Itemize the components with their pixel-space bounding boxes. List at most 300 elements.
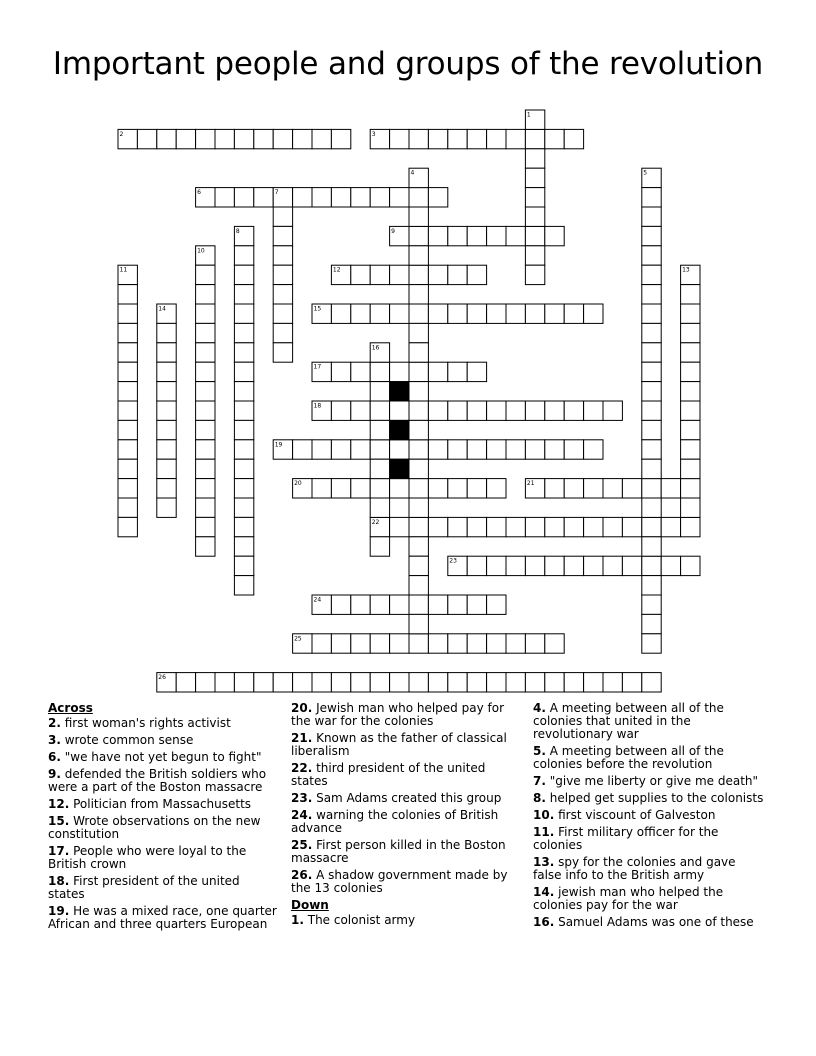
- grid-cell[interactable]: [176, 673, 195, 692]
- grid-cell[interactable]: [448, 129, 467, 148]
- grid-cell[interactable]: [564, 129, 583, 148]
- grid-cell[interactable]: [584, 517, 603, 536]
- grid-cell[interactable]: [196, 420, 215, 439]
- grid-cell[interactable]: [642, 517, 661, 536]
- grid-cell[interactable]: [506, 401, 525, 420]
- grid-cell[interactable]: [642, 246, 661, 265]
- grid-cell[interactable]: [370, 420, 389, 439]
- grid-cell[interactable]: [584, 673, 603, 692]
- grid-cell[interactable]: [234, 576, 253, 595]
- grid-cell[interactable]: [467, 440, 486, 459]
- grid-cell[interactable]: [409, 382, 428, 401]
- grid-cell[interactable]: [196, 343, 215, 362]
- grid-cell[interactable]: [681, 479, 700, 498]
- grid-cell[interactable]: [196, 129, 215, 148]
- grid-cell[interactable]: [370, 440, 389, 459]
- grid-cell[interactable]: [525, 207, 544, 226]
- grid-cell[interactable]: [331, 440, 350, 459]
- grid-cell[interactable]: [681, 459, 700, 478]
- grid-cell[interactable]: [196, 285, 215, 304]
- grid-cell[interactable]: [525, 168, 544, 187]
- grid-cell[interactable]: [118, 420, 137, 439]
- grid-cell[interactable]: [428, 401, 447, 420]
- grid-cell[interactable]: [642, 440, 661, 459]
- grid-cell[interactable]: [351, 265, 370, 284]
- grid-cell[interactable]: [681, 401, 700, 420]
- grid-cell[interactable]: [234, 440, 253, 459]
- grid-cell[interactable]: [390, 401, 409, 420]
- grid-cell[interactable]: [409, 498, 428, 517]
- grid-cell[interactable]: [487, 440, 506, 459]
- grid-cell[interactable]: [409, 673, 428, 692]
- grid-cell[interactable]: [234, 265, 253, 284]
- grid-cell[interactable]: [234, 401, 253, 420]
- grid-cell[interactable]: [448, 265, 467, 284]
- grid-cell[interactable]: [642, 420, 661, 439]
- grid-cell[interactable]: [157, 362, 176, 381]
- grid-cell[interactable]: [681, 362, 700, 381]
- grid-cell[interactable]: [196, 382, 215, 401]
- grid-cell[interactable]: [390, 129, 409, 148]
- grid-cell[interactable]: [118, 323, 137, 342]
- grid-cell[interactable]: [370, 265, 389, 284]
- grid-cell[interactable]: [351, 634, 370, 653]
- grid-cell[interactable]: [564, 556, 583, 575]
- grid-cell[interactable]: [370, 479, 389, 498]
- grid-cell[interactable]: [351, 440, 370, 459]
- grid-cell[interactable]: [448, 595, 467, 614]
- grid-cell[interactable]: [234, 246, 253, 265]
- grid-cell[interactable]: [448, 304, 467, 323]
- grid-cell[interactable]: [196, 265, 215, 284]
- grid-cell[interactable]: [215, 673, 234, 692]
- grid-cell[interactable]: [196, 401, 215, 420]
- grid-cell[interactable]: [487, 226, 506, 245]
- grid-cell[interactable]: [622, 673, 641, 692]
- grid-cell[interactable]: [564, 517, 583, 536]
- grid-cell[interactable]: [157, 382, 176, 401]
- grid-cell[interactable]: [157, 479, 176, 498]
- grid-cell[interactable]: [525, 517, 544, 536]
- grid-cell[interactable]: [273, 246, 292, 265]
- grid-cell[interactable]: [506, 226, 525, 245]
- grid-cell[interactable]: [603, 673, 622, 692]
- grid-cell[interactable]: [448, 362, 467, 381]
- grid-cell[interactable]: [234, 129, 253, 148]
- grid-cell[interactable]: [681, 420, 700, 439]
- grid-cell[interactable]: [584, 304, 603, 323]
- grid-cell[interactable]: [681, 304, 700, 323]
- grid-cell[interactable]: [409, 614, 428, 633]
- grid-cell[interactable]: [409, 362, 428, 381]
- grid-cell[interactable]: [390, 188, 409, 207]
- grid-cell[interactable]: [584, 401, 603, 420]
- grid-cell[interactable]: [118, 285, 137, 304]
- grid-cell[interactable]: [370, 595, 389, 614]
- grid-cell[interactable]: [234, 479, 253, 498]
- grid-cell[interactable]: [409, 634, 428, 653]
- grid-cell[interactable]: [157, 129, 176, 148]
- grid-cell[interactable]: [370, 673, 389, 692]
- grid-cell[interactable]: [118, 343, 137, 362]
- grid-cell[interactable]: [196, 498, 215, 517]
- grid-cell[interactable]: [234, 382, 253, 401]
- grid-cell[interactable]: [390, 440, 409, 459]
- grid-cell[interactable]: [196, 362, 215, 381]
- grid-cell[interactable]: [390, 673, 409, 692]
- grid-cell[interactable]: [196, 479, 215, 498]
- grid-cell[interactable]: [428, 304, 447, 323]
- grid-cell[interactable]: [157, 323, 176, 342]
- grid-cell[interactable]: [409, 343, 428, 362]
- grid-cell[interactable]: [428, 362, 447, 381]
- grid-cell[interactable]: [487, 517, 506, 536]
- grid-cell[interactable]: [448, 226, 467, 245]
- grid-cell[interactable]: [622, 479, 641, 498]
- grid-cell[interactable]: [312, 673, 331, 692]
- grid-cell[interactable]: [234, 517, 253, 536]
- grid-cell[interactable]: [118, 382, 137, 401]
- grid-cell[interactable]: [273, 285, 292, 304]
- grid-cell[interactable]: [390, 362, 409, 381]
- grid-cell[interactable]: [506, 673, 525, 692]
- grid-cell[interactable]: [273, 226, 292, 245]
- grid-cell[interactable]: [157, 440, 176, 459]
- grid-cell[interactable]: [409, 440, 428, 459]
- grid-cell[interactable]: [642, 459, 661, 478]
- grid-cell[interactable]: [467, 556, 486, 575]
- grid-cell[interactable]: [157, 343, 176, 362]
- grid-cell[interactable]: [545, 556, 564, 575]
- grid-cell[interactable]: [370, 304, 389, 323]
- grid-cell[interactable]: [642, 207, 661, 226]
- grid-cell[interactable]: [545, 129, 564, 148]
- grid-cell[interactable]: [506, 517, 525, 536]
- grid-cell[interactable]: [254, 673, 273, 692]
- grid-cell[interactable]: [545, 479, 564, 498]
- grid-cell[interactable]: [118, 440, 137, 459]
- grid-cell[interactable]: [564, 401, 583, 420]
- grid-cell[interactable]: [428, 595, 447, 614]
- grid-cell[interactable]: [409, 479, 428, 498]
- grid-cell[interactable]: [370, 362, 389, 381]
- grid-cell[interactable]: [409, 304, 428, 323]
- grid-cell[interactable]: [351, 673, 370, 692]
- grid-cell[interactable]: [215, 129, 234, 148]
- grid-cell[interactable]: [234, 556, 253, 575]
- grid-cell[interactable]: [409, 401, 428, 420]
- grid-cell[interactable]: [487, 129, 506, 148]
- grid-cell[interactable]: [273, 323, 292, 342]
- grid-cell[interactable]: [254, 129, 273, 148]
- grid-cell[interactable]: [487, 673, 506, 692]
- grid-cell[interactable]: [525, 304, 544, 323]
- grid-cell[interactable]: [157, 401, 176, 420]
- grid-cell[interactable]: [525, 673, 544, 692]
- grid-cell[interactable]: [564, 440, 583, 459]
- grid-cell[interactable]: [642, 556, 661, 575]
- grid-cell[interactable]: [118, 304, 137, 323]
- grid-cell[interactable]: [467, 226, 486, 245]
- grid-cell[interactable]: [157, 498, 176, 517]
- grid-cell[interactable]: [234, 323, 253, 342]
- grid-cell[interactable]: [331, 129, 350, 148]
- grid-cell[interactable]: [642, 362, 661, 381]
- grid-cell[interactable]: [118, 459, 137, 478]
- grid-cell[interactable]: [196, 673, 215, 692]
- grid-cell[interactable]: [118, 498, 137, 517]
- grid-cell[interactable]: [428, 517, 447, 536]
- grid-cell[interactable]: [681, 285, 700, 304]
- grid-cell[interactable]: [409, 537, 428, 556]
- grid-cell[interactable]: [642, 188, 661, 207]
- grid-cell[interactable]: [409, 517, 428, 536]
- grid-cell[interactable]: [331, 634, 350, 653]
- grid-cell[interactable]: [409, 285, 428, 304]
- grid-cell[interactable]: [312, 634, 331, 653]
- grid-cell[interactable]: [448, 401, 467, 420]
- grid-cell[interactable]: [409, 323, 428, 342]
- grid-cell[interactable]: [428, 479, 447, 498]
- grid-cell[interactable]: [545, 226, 564, 245]
- grid-cell[interactable]: [196, 323, 215, 342]
- grid-cell[interactable]: [196, 517, 215, 536]
- grid-cell[interactable]: [642, 226, 661, 245]
- grid-cell[interactable]: [448, 634, 467, 653]
- grid-cell[interactable]: [448, 673, 467, 692]
- grid-cell[interactable]: [234, 537, 253, 556]
- grid-cell[interactable]: [525, 226, 544, 245]
- grid-cell[interactable]: [409, 246, 428, 265]
- grid-cell[interactable]: [351, 401, 370, 420]
- grid-cell[interactable]: [409, 459, 428, 478]
- grid-cell[interactable]: [293, 440, 312, 459]
- grid-cell[interactable]: [642, 401, 661, 420]
- grid-cell[interactable]: [545, 517, 564, 536]
- grid-cell[interactable]: [506, 440, 525, 459]
- grid-cell[interactable]: [234, 285, 253, 304]
- grid-cell[interactable]: [467, 517, 486, 536]
- grid-cell[interactable]: [331, 304, 350, 323]
- grid-cell[interactable]: [351, 479, 370, 498]
- grid-cell[interactable]: [428, 673, 447, 692]
- grid-cell[interactable]: [642, 614, 661, 633]
- grid-cell[interactable]: [642, 673, 661, 692]
- grid-cell[interactable]: [428, 634, 447, 653]
- grid-cell[interactable]: [273, 265, 292, 284]
- grid-cell[interactable]: [525, 265, 544, 284]
- grid-cell[interactable]: [642, 265, 661, 284]
- grid-cell[interactable]: [487, 304, 506, 323]
- grid-cell[interactable]: [525, 188, 544, 207]
- grid-cell[interactable]: [467, 362, 486, 381]
- grid-cell[interactable]: [525, 149, 544, 168]
- grid-cell[interactable]: [467, 634, 486, 653]
- grid-cell[interactable]: [642, 343, 661, 362]
- grid-cell[interactable]: [390, 265, 409, 284]
- grid-cell[interactable]: [370, 382, 389, 401]
- grid-cell[interactable]: [506, 129, 525, 148]
- grid-cell[interactable]: [390, 634, 409, 653]
- grid-cell[interactable]: [603, 401, 622, 420]
- grid-cell[interactable]: [331, 479, 350, 498]
- grid-cell[interactable]: [312, 129, 331, 148]
- grid-cell[interactable]: [622, 556, 641, 575]
- grid-cell[interactable]: [409, 129, 428, 148]
- grid-cell[interactable]: [390, 517, 409, 536]
- grid-cell[interactable]: [681, 517, 700, 536]
- grid-cell[interactable]: [428, 188, 447, 207]
- grid-cell[interactable]: [467, 595, 486, 614]
- grid-cell[interactable]: [273, 673, 292, 692]
- grid-cell[interactable]: [525, 556, 544, 575]
- grid-cell[interactable]: [448, 479, 467, 498]
- grid-cell[interactable]: [196, 440, 215, 459]
- grid-cell[interactable]: [603, 479, 622, 498]
- grid-cell[interactable]: [467, 401, 486, 420]
- grid-cell[interactable]: [545, 634, 564, 653]
- grid-cell[interactable]: [293, 129, 312, 148]
- grid-cell[interactable]: [681, 343, 700, 362]
- grid-cell[interactable]: [331, 401, 350, 420]
- grid-cell[interactable]: [525, 246, 544, 265]
- grid-cell[interactable]: [681, 323, 700, 342]
- grid-cell[interactable]: [234, 343, 253, 362]
- grid-cell[interactable]: [196, 459, 215, 478]
- grid-cell[interactable]: [467, 304, 486, 323]
- grid-cell[interactable]: [584, 556, 603, 575]
- grid-cell[interactable]: [487, 556, 506, 575]
- grid-cell[interactable]: [215, 188, 234, 207]
- grid-cell[interactable]: [487, 401, 506, 420]
- grid-cell[interactable]: [642, 595, 661, 614]
- grid-cell[interactable]: [428, 265, 447, 284]
- grid-cell[interactable]: [661, 556, 680, 575]
- grid-cell[interactable]: [545, 304, 564, 323]
- grid-cell[interactable]: [428, 226, 447, 245]
- grid-cell[interactable]: [390, 304, 409, 323]
- grid-cell[interactable]: [351, 304, 370, 323]
- grid-cell[interactable]: [273, 343, 292, 362]
- grid-cell[interactable]: [487, 634, 506, 653]
- grid-cell[interactable]: [661, 479, 680, 498]
- grid-cell[interactable]: [409, 576, 428, 595]
- grid-cell[interactable]: [118, 401, 137, 420]
- grid-cell[interactable]: [409, 207, 428, 226]
- grid-cell[interactable]: [331, 362, 350, 381]
- grid-cell[interactable]: [564, 479, 583, 498]
- grid-cell[interactable]: [234, 673, 253, 692]
- grid-cell[interactable]: [409, 188, 428, 207]
- grid-cell[interactable]: [370, 634, 389, 653]
- grid-cell[interactable]: [331, 673, 350, 692]
- grid-cell[interactable]: [545, 673, 564, 692]
- grid-cell[interactable]: [525, 129, 544, 148]
- grid-cell[interactable]: [467, 673, 486, 692]
- grid-cell[interactable]: [273, 304, 292, 323]
- grid-cell[interactable]: [409, 420, 428, 439]
- grid-cell[interactable]: [487, 479, 506, 498]
- grid-cell[interactable]: [351, 188, 370, 207]
- grid-cell[interactable]: [642, 634, 661, 653]
- grid-cell[interactable]: [234, 459, 253, 478]
- grid-cell[interactable]: [196, 537, 215, 556]
- grid-cell[interactable]: [390, 595, 409, 614]
- grid-cell[interactable]: [157, 420, 176, 439]
- grid-cell[interactable]: [273, 207, 292, 226]
- grid-cell[interactable]: [370, 459, 389, 478]
- grid-cell[interactable]: [681, 382, 700, 401]
- grid-cell[interactable]: [234, 362, 253, 381]
- grid-cell[interactable]: [642, 576, 661, 595]
- grid-cell[interactable]: [467, 265, 486, 284]
- grid-cell[interactable]: [157, 459, 176, 478]
- grid-cell[interactable]: [525, 634, 544, 653]
- grid-cell[interactable]: [196, 304, 215, 323]
- grid-cell[interactable]: [506, 556, 525, 575]
- grid-cell[interactable]: [118, 362, 137, 381]
- grid-cell[interactable]: [293, 188, 312, 207]
- grid-cell[interactable]: [351, 595, 370, 614]
- grid-cell[interactable]: [661, 517, 680, 536]
- grid-cell[interactable]: [622, 517, 641, 536]
- grid-cell[interactable]: [467, 479, 486, 498]
- grid-cell[interactable]: [312, 479, 331, 498]
- grid-cell[interactable]: [584, 479, 603, 498]
- grid-cell[interactable]: [681, 498, 700, 517]
- grid-cell[interactable]: [312, 188, 331, 207]
- grid-cell[interactable]: [584, 440, 603, 459]
- grid-cell[interactable]: [390, 479, 409, 498]
- grid-cell[interactable]: [642, 498, 661, 517]
- grid-cell[interactable]: [176, 129, 195, 148]
- grid-cell[interactable]: [564, 304, 583, 323]
- grid-cell[interactable]: [118, 517, 137, 536]
- grid-cell[interactable]: [351, 362, 370, 381]
- grid-cell[interactable]: [370, 537, 389, 556]
- grid-cell[interactable]: [545, 440, 564, 459]
- grid-cell[interactable]: [545, 401, 564, 420]
- grid-cell[interactable]: [370, 498, 389, 517]
- grid-cell[interactable]: [681, 440, 700, 459]
- grid-cell[interactable]: [118, 479, 137, 498]
- grid-cell[interactable]: [603, 517, 622, 536]
- grid-cell[interactable]: [137, 129, 156, 148]
- grid-cell[interactable]: [642, 537, 661, 556]
- grid-cell[interactable]: [409, 265, 428, 284]
- grid-cell[interactable]: [312, 440, 331, 459]
- grid-cell[interactable]: [506, 304, 525, 323]
- grid-cell[interactable]: [409, 226, 428, 245]
- grid-cell[interactable]: [428, 440, 447, 459]
- grid-cell[interactable]: [564, 673, 583, 692]
- grid-cell[interactable]: [428, 129, 447, 148]
- grid-cell[interactable]: [234, 188, 253, 207]
- grid-cell[interactable]: [293, 673, 312, 692]
- grid-cell[interactable]: [448, 440, 467, 459]
- grid-cell[interactable]: [525, 401, 544, 420]
- grid-cell[interactable]: [642, 304, 661, 323]
- grid-cell[interactable]: [642, 285, 661, 304]
- grid-cell[interactable]: [409, 595, 428, 614]
- grid-cell[interactable]: [642, 479, 661, 498]
- grid-cell[interactable]: [273, 129, 292, 148]
- grid-cell[interactable]: [331, 188, 350, 207]
- grid-cell[interactable]: [506, 634, 525, 653]
- grid-cell[interactable]: [234, 304, 253, 323]
- grid-cell[interactable]: [681, 556, 700, 575]
- grid-cell[interactable]: [603, 556, 622, 575]
